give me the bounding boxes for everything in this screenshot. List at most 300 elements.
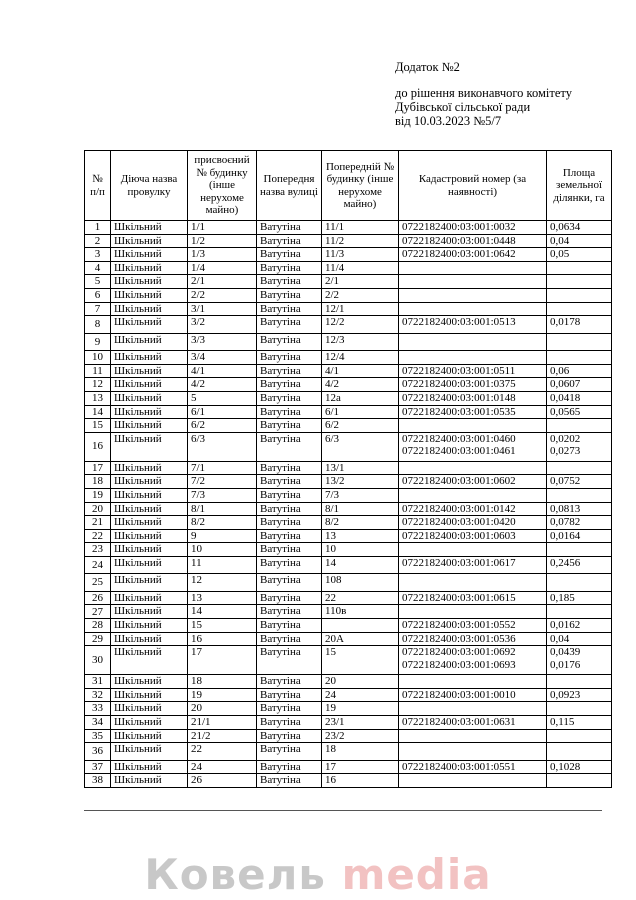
cell-cadastral <box>399 391 547 405</box>
cadastral-number: 0722182400:03:001:0032 <box>402 221 516 233</box>
cell-row-number: 33 <box>85 702 111 716</box>
cell-house-number: 12 <box>188 574 257 592</box>
cell-street: Шкільний <box>111 405 188 419</box>
cell-street: Шкільний <box>111 529 188 543</box>
cell-prev-number: 17 <box>322 760 399 774</box>
table-row <box>85 333 612 351</box>
cell-row-number: 24 <box>85 556 111 574</box>
cell-prev-street: Ватутіна <box>257 591 322 605</box>
cell-row-number: 31 <box>85 675 111 689</box>
cell-area <box>547 529 612 543</box>
table-row <box>85 646 612 675</box>
table-row <box>85 391 612 405</box>
col-header-cadastral: Кадастровий номер (за наявності) <box>399 151 547 221</box>
cell-cadastral <box>399 351 547 365</box>
table-row <box>85 729 612 743</box>
cell-house-number: 4/2 <box>188 378 257 392</box>
col-header-street: Діюча назва провулку <box>111 151 188 221</box>
cell-house-number: 1/1 <box>188 221 257 235</box>
cell-cadastral <box>399 529 547 543</box>
cell-prev-street: Ватутіна <box>257 351 322 365</box>
cell-area <box>547 591 612 605</box>
area-value: 0,0176 <box>550 658 581 671</box>
cell-house-number: 9 <box>188 529 257 543</box>
cell-row-number: 23 <box>85 543 111 557</box>
cell-area <box>547 351 612 365</box>
cell-area <box>547 488 612 502</box>
cell-row-number: 30 <box>85 646 111 675</box>
cell-cadastral <box>399 502 547 516</box>
cell-prev-number: 11/4 <box>322 261 399 275</box>
table-row <box>85 419 612 433</box>
cell-prev-number: 8/1 <box>322 502 399 516</box>
cell-prev-street: Ватутіна <box>257 316 322 334</box>
col-header-number: № п/п <box>85 151 111 221</box>
cell-row-number: 26 <box>85 591 111 605</box>
cell-house-number: 20 <box>188 702 257 716</box>
cell-cadastral <box>399 574 547 592</box>
cell-cadastral <box>399 543 547 557</box>
cell-prev-street: Ватутіна <box>257 333 322 351</box>
cell-prev-number: 20 <box>322 675 399 689</box>
cadastral-number: 0722182400:03:001:0420 <box>402 516 516 529</box>
cell-area <box>547 743 612 761</box>
cell-prev-street: Ватутіна <box>257 461 322 475</box>
cadastral-number: 0722182400:03:001:0375 <box>402 378 516 391</box>
cell-house-number: 1/4 <box>188 261 257 275</box>
cell-row-number: 12 <box>85 378 111 392</box>
cell-street: Шкільний <box>111 488 188 502</box>
cell-house-number: 4/1 <box>188 364 257 378</box>
cell-prev-street: Ватутіна <box>257 574 322 592</box>
cell-prev-street: Ватутіна <box>257 248 322 262</box>
cell-prev-number: 2/2 <box>322 288 399 302</box>
cell-prev-street: Ватутіна <box>257 488 322 502</box>
table-row <box>85 405 612 419</box>
cell-house-number: 3/3 <box>188 333 257 351</box>
cell-street: Шкільний <box>111 502 188 516</box>
cell-prev-street: Ватутіна <box>257 432 322 461</box>
cell-area <box>547 248 612 262</box>
cell-area <box>547 760 612 774</box>
cell-row-number: 17 <box>85 461 111 475</box>
cell-street: Шкільний <box>111 574 188 592</box>
cell-street: Шкільний <box>111 760 188 774</box>
cell-house-number: 3/1 <box>188 302 257 316</box>
cell-street: Шкільний <box>111 316 188 334</box>
cell-row-number: 5 <box>85 275 111 289</box>
cell-cadastral <box>399 743 547 761</box>
cell-cadastral <box>399 261 547 275</box>
cell-house-number: 26 <box>188 774 257 788</box>
table-row <box>85 502 612 516</box>
cell-row-number: 7 <box>85 302 111 316</box>
cell-prev-street: Ватутіна <box>257 543 322 557</box>
area-value: 0,0164 <box>550 529 581 542</box>
cell-cadastral <box>399 716 547 730</box>
cell-street: Шкільний <box>111 675 188 689</box>
cell-house-number: 19 <box>188 688 257 702</box>
area-value: 0,0202 <box>550 432 581 445</box>
cell-prev-street: Ватутіна <box>257 716 322 730</box>
area-value: 0,06 <box>550 364 570 377</box>
cell-house-number: 16 <box>188 632 257 646</box>
col-header-prev-number: Попередній № будинку (інше нерухоме майно) <box>322 151 399 221</box>
cell-row-number: 38 <box>85 774 111 788</box>
cell-row-number: 15 <box>85 419 111 433</box>
area-value: 0,0565 <box>550 405 581 418</box>
cell-area <box>547 716 612 730</box>
cell-prev-number: 16 <box>322 774 399 788</box>
cell-row-number: 36 <box>85 743 111 761</box>
cadastral-number: 0722182400:03:001:0603 <box>402 529 516 542</box>
cell-prev-street: Ватутіна <box>257 605 322 619</box>
table-row <box>85 716 612 730</box>
cell-street: Шкільний <box>111 302 188 316</box>
cell-prev-street: Ватутіна <box>257 556 322 574</box>
cell-cadastral <box>399 288 547 302</box>
cell-row-number: 37 <box>85 760 111 774</box>
cell-area <box>547 364 612 378</box>
table-row <box>85 221 612 235</box>
cell-prev-number: 4/1 <box>322 364 399 378</box>
cell-prev-number: 20А <box>322 632 399 646</box>
cell-prev-number: 23/2 <box>322 729 399 743</box>
cell-area <box>547 302 612 316</box>
cadastral-number: 0722182400:03:001:0148 <box>402 391 516 404</box>
cadastral-number: 0722182400:03:001:0602 <box>402 475 516 488</box>
cell-street: Шкільний <box>111 432 188 461</box>
cell-street: Шкільний <box>111 461 188 475</box>
cadastral-number: 0722182400:03:001:0513 <box>402 316 516 329</box>
cell-prev-number: 15 <box>322 646 399 675</box>
cell-street: Шкільний <box>111 288 188 302</box>
cell-house-number: 24 <box>188 760 257 774</box>
cell-cadastral <box>399 248 547 262</box>
cell-prev-number: 6/2 <box>322 419 399 433</box>
cell-cadastral <box>399 688 547 702</box>
cell-cadastral <box>399 234 547 248</box>
cell-house-number: 6/2 <box>188 419 257 433</box>
cell-prev-street: Ватутіна <box>257 275 322 289</box>
cell-cadastral <box>399 378 547 392</box>
decision-line-1: до рішення виконавчого комітету <box>395 86 572 100</box>
cell-house-number: 1/3 <box>188 248 257 262</box>
table-row <box>85 774 612 788</box>
cell-prev-street: Ватутіна <box>257 619 322 633</box>
area-value: 0,04 <box>550 234 570 247</box>
cell-house-number: 7/2 <box>188 475 257 489</box>
cell-prev-street: Ватутіна <box>257 729 322 743</box>
cell-row-number: 28 <box>85 619 111 633</box>
cell-house-number: 8/2 <box>188 516 257 530</box>
cell-house-number: 2/2 <box>188 288 257 302</box>
cell-prev-street: Ватутіна <box>257 364 322 378</box>
cell-cadastral <box>399 405 547 419</box>
cell-street: Шкільний <box>111 605 188 619</box>
footer-divider <box>84 810 602 811</box>
cell-street: Шкільний <box>111 234 188 248</box>
table-row <box>85 302 612 316</box>
cell-prev-street: Ватутіна <box>257 675 322 689</box>
cell-cadastral <box>399 333 547 351</box>
cell-prev-number: 19 <box>322 702 399 716</box>
cell-cadastral <box>399 556 547 574</box>
cell-row-number: 21 <box>85 516 111 530</box>
cell-cadastral <box>399 632 547 646</box>
appendix-title: Додаток №2 <box>395 60 460 74</box>
cell-row-number: 2 <box>85 234 111 248</box>
cell-street: Шкільний <box>111 516 188 530</box>
cadastral-number: 0722182400:03:001:0617 <box>402 556 516 569</box>
cell-area <box>547 461 612 475</box>
table-row <box>85 378 612 392</box>
cell-area <box>547 729 612 743</box>
cadastral-number: 0722182400:03:001:0692 <box>402 646 516 659</box>
area-value: 0,185 <box>550 591 575 604</box>
cell-house-number: 14 <box>188 605 257 619</box>
cell-cadastral <box>399 702 547 716</box>
cell-row-number: 32 <box>85 688 111 702</box>
cell-area <box>547 234 612 248</box>
document-header <box>395 60 572 128</box>
cell-house-number: 6/1 <box>188 405 257 419</box>
cell-area <box>547 688 612 702</box>
cell-row-number: 11 <box>85 364 111 378</box>
cadastral-number: 0722182400:03:001:0461 <box>402 445 516 458</box>
cell-prev-number: 12/3 <box>322 333 399 351</box>
cadastral-number: 0722182400:03:001:0642 <box>402 248 516 261</box>
cell-prev-street: Ватутіна <box>257 516 322 530</box>
cell-area <box>547 288 612 302</box>
cell-prev-street: Ватутіна <box>257 261 322 275</box>
table-row <box>85 261 612 275</box>
cell-area <box>547 275 612 289</box>
area-value: 0,0418 <box>550 391 581 404</box>
cell-prev-number: 13/1 <box>322 461 399 475</box>
table-row <box>85 364 612 378</box>
cell-street: Шкільний <box>111 716 188 730</box>
cell-area <box>547 391 612 405</box>
cell-street: Шкільний <box>111 333 188 351</box>
area-value: 0,04 <box>550 632 570 645</box>
cell-street: Шкільний <box>111 261 188 275</box>
table-row <box>85 275 612 289</box>
cell-prev-number: 12/2 <box>322 316 399 334</box>
cell-prev-number: 12а <box>322 391 399 405</box>
cell-prev-street: Ватутіна <box>257 378 322 392</box>
cell-cadastral <box>399 760 547 774</box>
cell-row-number: 22 <box>85 529 111 543</box>
cell-cadastral <box>399 675 547 689</box>
cell-prev-number: 22 <box>322 591 399 605</box>
table-row <box>85 488 612 502</box>
cell-cadastral <box>399 364 547 378</box>
area-value: 0,0162 <box>550 619 581 632</box>
cell-area <box>547 378 612 392</box>
cell-cadastral <box>399 475 547 489</box>
cell-house-number: 22 <box>188 743 257 761</box>
cell-cadastral <box>399 646 547 675</box>
decision-line-3: від 10.03.2023 №5/7 <box>395 114 502 128</box>
cell-prev-street: Ватутіна <box>257 234 322 248</box>
cell-street: Шкільний <box>111 475 188 489</box>
cell-house-number: 18 <box>188 675 257 689</box>
cell-house-number: 13 <box>188 591 257 605</box>
cadastral-number: 0722182400:03:001:0142 <box>402 502 516 515</box>
area-value: 0,0752 <box>550 475 581 488</box>
cell-area <box>547 543 612 557</box>
cell-street: Шкільний <box>111 556 188 574</box>
cell-street: Шкільний <box>111 702 188 716</box>
cell-cadastral <box>399 302 547 316</box>
decision-line-2: Дубівської сільської ради <box>395 100 531 114</box>
cell-prev-number: 13/2 <box>322 475 399 489</box>
cell-house-number: 6/3 <box>188 432 257 461</box>
cell-cadastral <box>399 605 547 619</box>
cell-prev-street: Ватутіна <box>257 405 322 419</box>
cadastral-number: 0722182400:03:001:0448 <box>402 234 516 247</box>
cell-prev-street: Ватутіна <box>257 646 322 675</box>
cell-row-number: 3 <box>85 248 111 262</box>
cell-house-number: 21/1 <box>188 716 257 730</box>
table-row <box>85 605 612 619</box>
cell-prev-street: Ватутіна <box>257 502 322 516</box>
cell-house-number: 3/2 <box>188 316 257 334</box>
table-row <box>85 591 612 605</box>
cell-prev-street: Ватутіна <box>257 221 322 235</box>
table-row <box>85 743 612 761</box>
table-row <box>85 688 612 702</box>
cadastral-number: 0722182400:03:001:0536 <box>402 632 516 645</box>
table-row <box>85 556 612 574</box>
cell-row-number: 20 <box>85 502 111 516</box>
cell-house-number: 2/1 <box>188 275 257 289</box>
cell-row-number: 14 <box>85 405 111 419</box>
cadastral-number: 0722182400:03:001:0551 <box>402 760 516 773</box>
cell-prev-street: Ватутіна <box>257 288 322 302</box>
cell-cadastral <box>399 419 547 433</box>
table-header-row <box>85 151 612 221</box>
cell-area <box>547 619 612 633</box>
cell-row-number: 16 <box>85 432 111 461</box>
cell-cadastral <box>399 488 547 502</box>
cell-area <box>547 516 612 530</box>
cell-row-number: 1 <box>85 221 111 235</box>
cell-row-number: 19 <box>85 488 111 502</box>
table-row <box>85 702 612 716</box>
cell-prev-number: 7/3 <box>322 488 399 502</box>
cell-cadastral <box>399 221 547 235</box>
cell-area <box>547 221 612 235</box>
cell-prev-number: 11/3 <box>322 248 399 262</box>
cell-cadastral <box>399 461 547 475</box>
cell-cadastral <box>399 275 547 289</box>
cell-prev-number: 12/1 <box>322 302 399 316</box>
cell-prev-number: 13 <box>322 529 399 543</box>
cell-area <box>547 556 612 574</box>
area-value: 0,0273 <box>550 445 581 458</box>
table-row <box>85 351 612 365</box>
cell-prev-number: 14 <box>322 556 399 574</box>
area-value: 0,115 <box>550 716 575 729</box>
area-value: 0,1028 <box>550 760 581 773</box>
cell-prev-number: 4/2 <box>322 378 399 392</box>
cell-prev-street: Ватутіна <box>257 760 322 774</box>
table-row <box>85 543 612 557</box>
cell-area <box>547 502 612 516</box>
cell-area <box>547 419 612 433</box>
cell-cadastral <box>399 432 547 461</box>
cell-street: Шкільний <box>111 351 188 365</box>
cell-row-number: 4 <box>85 261 111 275</box>
cell-prev-street: Ватутіна <box>257 391 322 405</box>
cell-house-number: 8/1 <box>188 502 257 516</box>
watermark-logo <box>0 850 636 900</box>
cell-prev-number: 6/1 <box>322 405 399 419</box>
cell-street: Шкільний <box>111 632 188 646</box>
cell-row-number: 35 <box>85 729 111 743</box>
cell-house-number: 17 <box>188 646 257 675</box>
cell-area <box>547 702 612 716</box>
table-row <box>85 574 612 592</box>
cell-street: Шкільний <box>111 543 188 557</box>
cell-area <box>547 316 612 334</box>
cell-prev-number: 10 <box>322 543 399 557</box>
cell-prev-number: 11/2 <box>322 234 399 248</box>
table-row <box>85 316 612 334</box>
cell-street: Шкільний <box>111 743 188 761</box>
cell-area <box>547 432 612 461</box>
cadastral-number: 0722182400:03:001:0552 <box>402 619 516 632</box>
cell-house-number: 10 <box>188 543 257 557</box>
cell-street: Шкільний <box>111 688 188 702</box>
table-row <box>85 619 612 633</box>
cell-street: Шкільний <box>111 591 188 605</box>
cell-area <box>547 646 612 675</box>
cell-street: Шкільний <box>111 248 188 262</box>
cell-street: Шкільний <box>111 419 188 433</box>
cell-row-number: 8 <box>85 316 111 334</box>
cell-prev-number: 23/1 <box>322 716 399 730</box>
cadastral-number: 0722182400:03:001:0460 <box>402 432 516 445</box>
cadastral-number: 0722182400:03:001:0010 <box>402 688 516 701</box>
cell-street: Шкільний <box>111 619 188 633</box>
cell-prev-number: 8/2 <box>322 516 399 530</box>
cell-prev-number: 110в <box>322 605 399 619</box>
area-value: 0,0634 <box>550 221 581 233</box>
cell-house-number: 15 <box>188 619 257 633</box>
cell-street: Шкільний <box>111 774 188 788</box>
cell-prev-number: 6/3 <box>322 432 399 461</box>
cell-house-number: 5 <box>188 391 257 405</box>
cell-row-number: 10 <box>85 351 111 365</box>
cell-row-number: 27 <box>85 605 111 619</box>
cell-house-number: 11 <box>188 556 257 574</box>
area-value: 0,0439 <box>550 646 581 659</box>
cell-row-number: 25 <box>85 574 111 592</box>
cell-row-number: 29 <box>85 632 111 646</box>
cell-area <box>547 675 612 689</box>
cadastral-number: 0722182400:03:001:0511 <box>402 364 516 377</box>
area-value: 0,0607 <box>550 378 581 391</box>
address-table <box>84 150 612 788</box>
cell-area <box>547 333 612 351</box>
cell-prev-street: Ватутіна <box>257 529 322 543</box>
cell-street: Шкільний <box>111 221 188 235</box>
cell-row-number: 6 <box>85 288 111 302</box>
col-header-house-number: присвоєний № будинку (інше нерухоме майно) <box>188 151 257 221</box>
